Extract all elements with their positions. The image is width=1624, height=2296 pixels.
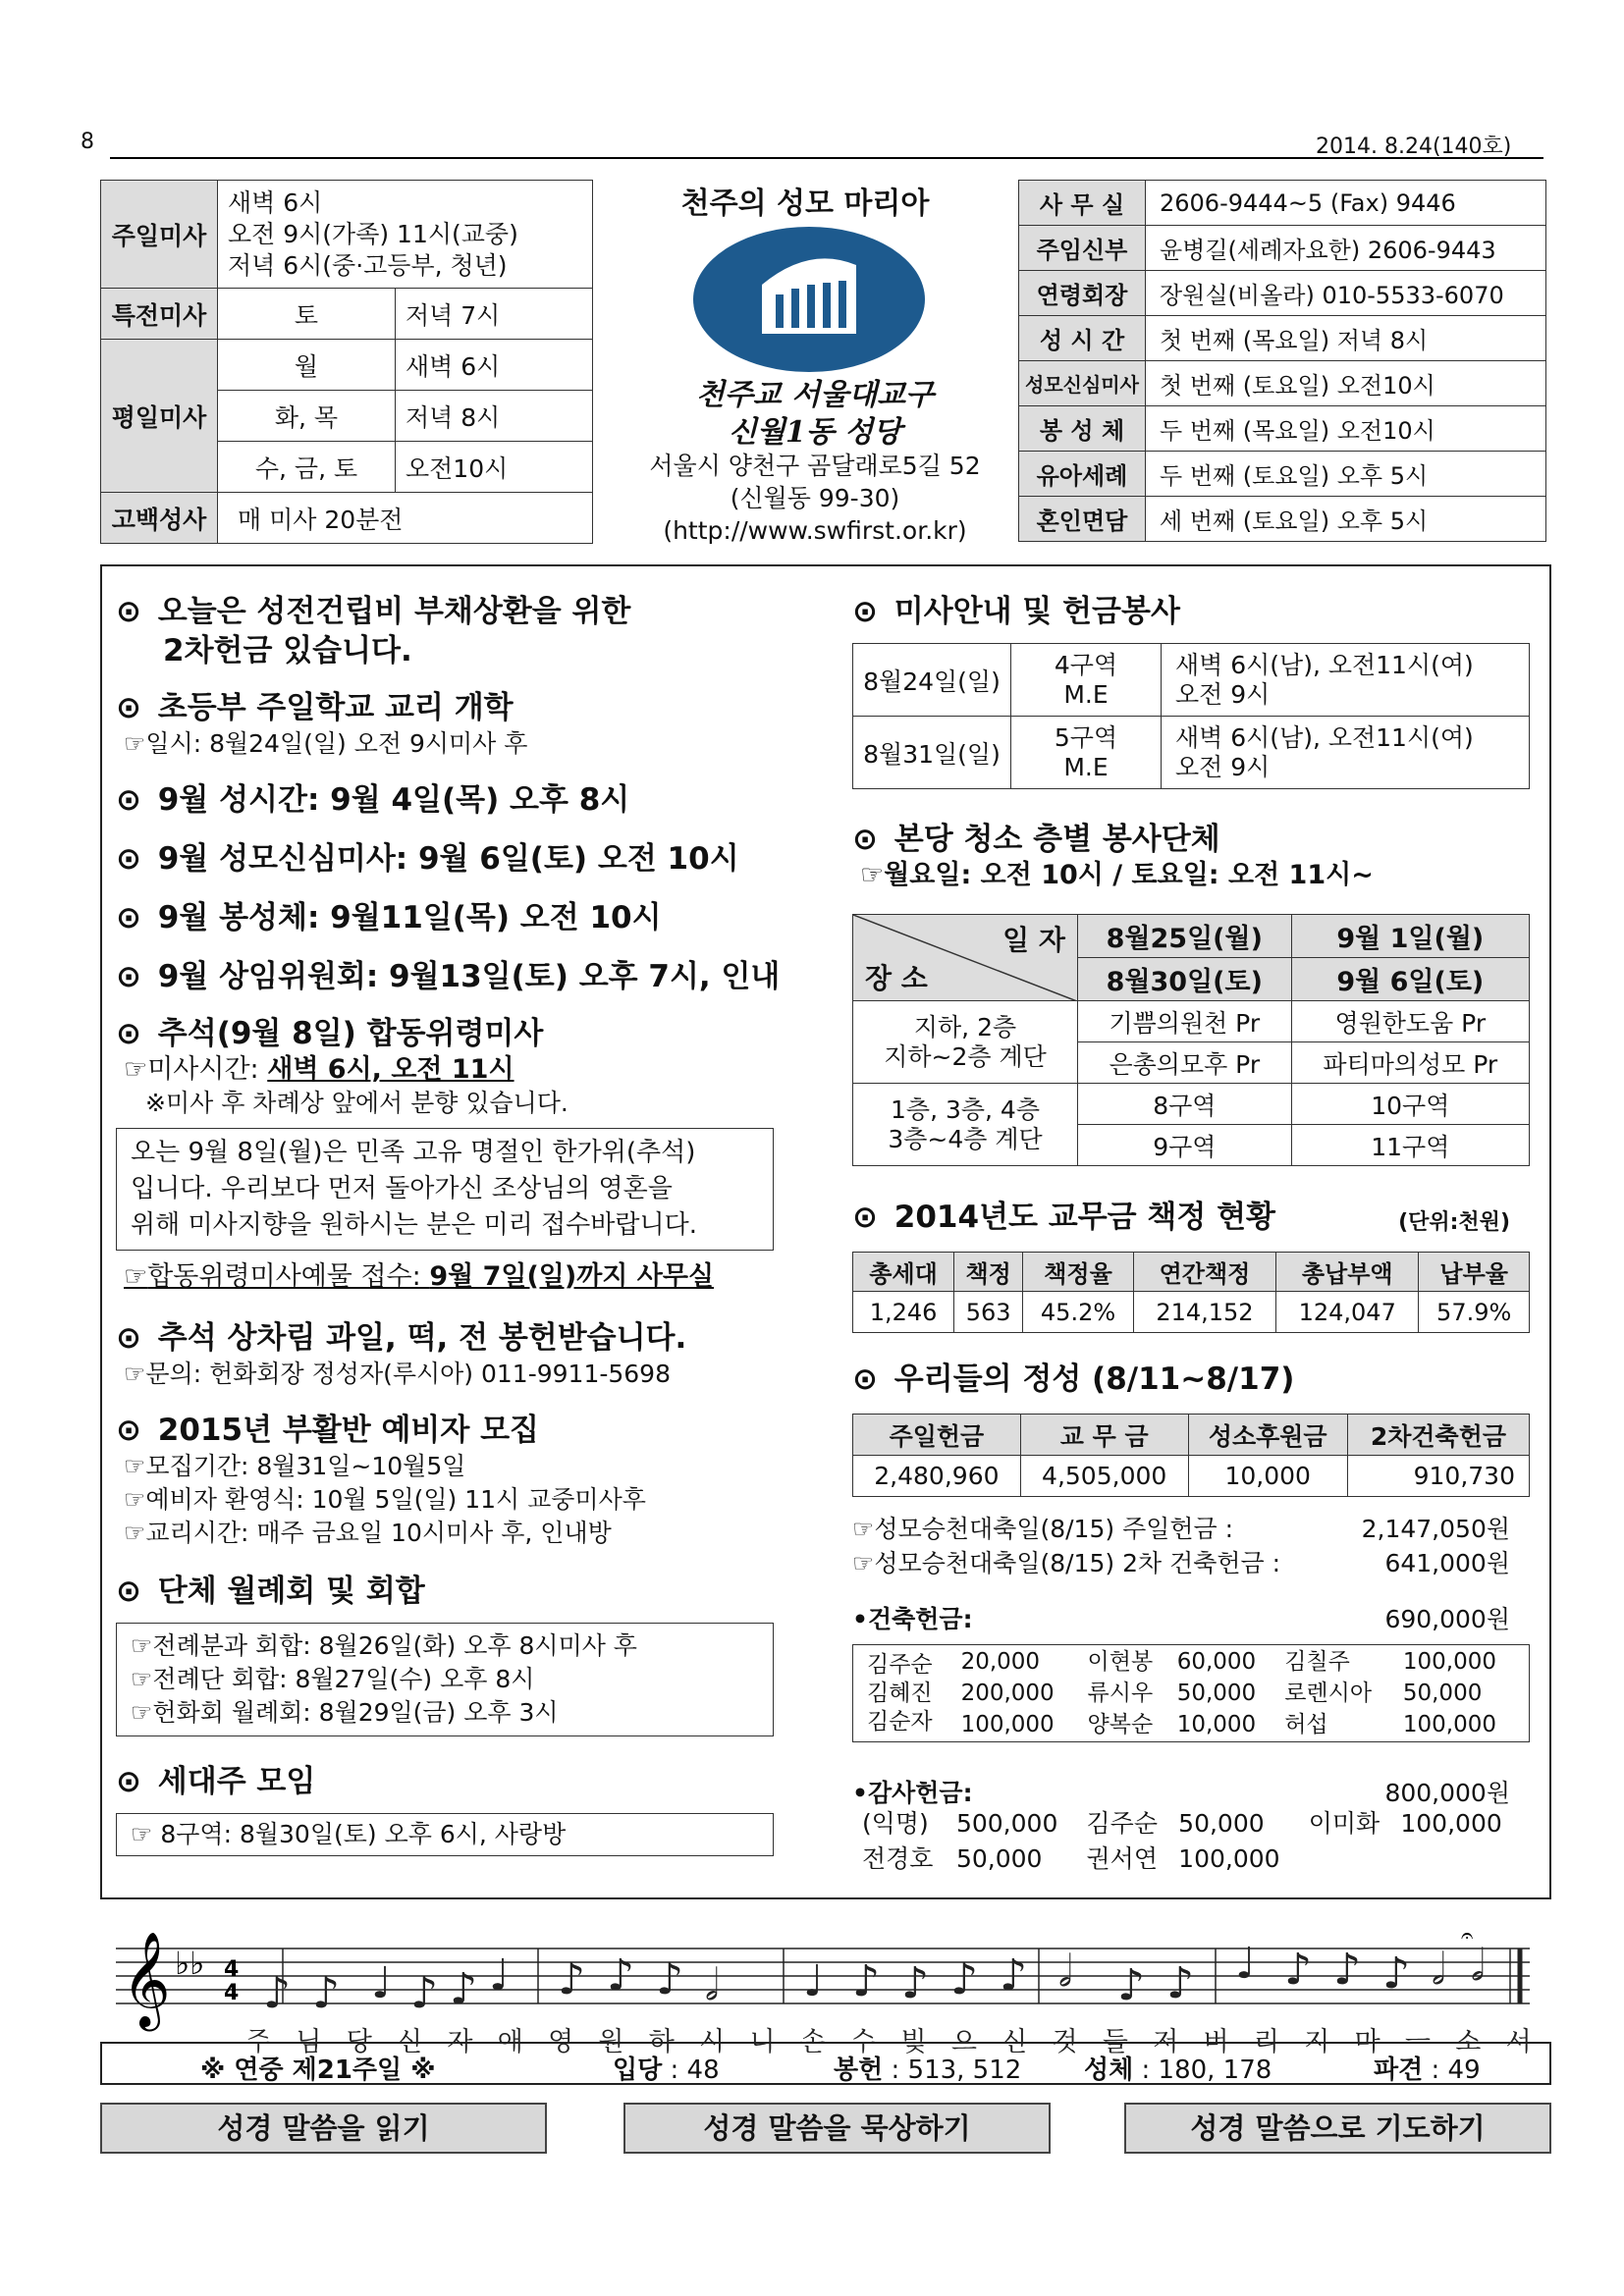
assumption-offerings: ☞성모승천대축일(8/15) 주일헌금 : 2,147,050원 ☞성모승천대축일(8/15) 2차 건축헌금 : 641,000원	[852, 1515, 1510, 1577]
cleaning-corner: 일 자 장 소	[853, 915, 1078, 1001]
chuseok-intent-box: 오는 9월 8일(월)은 민족 고유 명절인 한가위(추석) 입니다. 우리보다 먼저 돌아가신 조상님의 영혼을 위해 미사지향을 원하시는 분은 미리 접수바랍니다.	[116, 1128, 774, 1251]
pointer-icon: ☞	[131, 1698, 153, 1727]
notice-sunday-school: ⊙ 초등부 주일학교 교리 개학 ☞일시: 8월24일(일) 오전 9시미사 후	[116, 690, 528, 758]
notice-committee: ⊙ 9월 상임위원회: 9월13일(토) 오후 7시, 인내	[116, 959, 781, 994]
pray-scripture-button[interactable]: 성경 말씀으로 기도하기	[1124, 2103, 1551, 2154]
dues-heading: ⊙ 2014년도 교무금 책정 현황 (단위:천원)	[852, 1200, 1510, 1235]
bullet-icon: ⊙	[852, 822, 878, 857]
liturgical-week: ※ 연중 제21주일 ※	[200, 2056, 436, 2085]
svg-text:𝄐: 𝄐	[1461, 1924, 1474, 1949]
hymn-numbers-bar	[100, 2042, 1551, 2085]
building-fund-label: •건축헌금: 690,000원	[852, 1605, 1510, 1633]
weekday-day: 수, 금, 토	[218, 442, 396, 493]
dues-table: 총세대 책정 책정율 연간책정 총납부액 납부율 1,246 563 45.2% 214,152 124,047 57.9%	[852, 1252, 1530, 1333]
svg-text:♭♭: ♭♭	[175, 1945, 205, 1982]
svg-text:♪: ♪	[1117, 1960, 1146, 2010]
svg-text:♪: ♪	[410, 1968, 439, 2018]
svg-text:4: 4	[224, 1981, 240, 2005]
svg-text:♪: ♪	[1284, 1945, 1313, 1995]
confession-label: 고백성사	[101, 493, 218, 544]
thanks-offering-label: •감사헌금: 800,000원	[852, 1779, 1510, 1807]
church-address: 서울시 양천구 곰달래로5길 52 (신월동 99-30) (http://www.swfirst.or.kr)	[609, 450, 1021, 547]
pointer-icon: ☞	[124, 1054, 148, 1085]
pointer-icon: ☞	[852, 1515, 875, 1543]
bullet-icon: ⊙	[116, 594, 141, 629]
pointer-icon: ☞	[131, 1820, 153, 1848]
pointer-icon: ☞	[124, 1360, 146, 1388]
svg-text:♪: ♪	[312, 1968, 341, 2018]
mass-offering-table: 8월24일(일) 4구역 M.E 새벽 6시(남), 오전11시(여) 오전 9시 8월31일(일) 5구역 M.E 새벽 6시(남), 오전11시(여) 오전 9시	[852, 643, 1530, 789]
bullet-icon: ⊙	[116, 1320, 141, 1356]
entrance-hymn: 입당 : 48	[613, 2056, 720, 2085]
svg-text:♪: ♪	[1382, 1949, 1411, 1999]
bullet-icon: ⊙	[852, 1200, 878, 1235]
weekday-mass-label: 평일미사	[101, 340, 218, 493]
song-lyrics: 주 님 당 신 자 애 영 원 하 시 니 손 수 빛 으 신 것 들 저 버 리 지 마 ㅡ 소 서	[245, 2027, 1532, 2057]
bullet-icon: ⊙	[852, 594, 878, 629]
notice-holy-hour: ⊙ 9월 성시간: 9월 4일(목) 오후 8시	[116, 782, 630, 818]
weekday-time: 저녁 8시	[396, 391, 593, 442]
thanks-donors-table: (익명) 500,000 김주순 50,000 이미화 100,000 전경호 50,000 권서연 100,000	[862, 1809, 1502, 1873]
special-mass-time: 저녁 7시	[396, 289, 593, 340]
svg-text:4: 4	[224, 1957, 240, 1982]
church-logo-icon	[691, 226, 927, 373]
mass-schedule-table	[100, 180, 593, 544]
weekday-day: 월	[218, 340, 396, 391]
read-scripture-button[interactable]: 성경 말씀을 읽기	[100, 2103, 547, 2154]
sunday-mass-times: 새벽 6시 오전 9시(가족) 11시(교중) 저녁 6시(중·고등부, 청년)	[218, 181, 593, 289]
meditate-scripture-button[interactable]: 성경 말씀을 묵상하기	[623, 2103, 1051, 2154]
bullet-icon: ⊙	[116, 1413, 141, 1448]
household-meeting-box: ☞ 8구역: 8월30일(토) 오후 6시, 사랑방	[116, 1813, 774, 1856]
svg-text:♩: ♩	[489, 1950, 510, 2001]
svg-text:♪: ♪	[1000, 1950, 1028, 2001]
pointer-icon: ☞	[852, 1549, 875, 1577]
bullet-icon: ⊙	[116, 1574, 141, 1609]
bullet-icon: ⊙	[852, 1362, 878, 1397]
pointer-icon: ☞	[860, 860, 885, 890]
dismissal-hymn: 파견 : 49	[1374, 2056, 1481, 2085]
building-donors-table: 김주순 20,000 이현봉 60,000 김칠주 100,000 김혜진 200,000 류시우 50,000 로렌시아 50,000 김순자 100,000 양복순 10,000 허섭 100,000	[852, 1644, 1530, 1742]
church-url[interactable]: (http://www.swfirst.or.kr)	[663, 516, 967, 545]
cleaning-heading: ⊙ 본당 청소 층별 봉사단체 ☞월요일: 오전 10시 / 토요일: 오전 11시~	[852, 822, 1374, 890]
svg-text:♪: ♪	[607, 1950, 635, 2001]
notice-communion-visit: ⊙ 9월 봉성체: 9월11일(목) 오전 10시	[116, 900, 662, 935]
notice-household-meeting: ⊙ 세대주 모임 ☞ 8구역: 8월30일(토) 오후 6시, 사랑방	[116, 1762, 793, 1856]
offerings-table: 주일헌금 교 무 금 성소후원금 2차건축헌금 2,480,960 4,505,000 10,000 910,730	[852, 1414, 1530, 1497]
svg-text:♪: ♪	[656, 1954, 684, 2004]
pointer-icon: ☞	[124, 1485, 146, 1514]
offertory-hymn: 봉헌 : 513, 512	[834, 2056, 1022, 2085]
church-script-name: 천주교 서울대교구 신월1동 성당	[695, 378, 935, 450]
group-meetings-box: ☞전례분과 회합: 8월26일(화) 오후 8시미사 후 ☞전례단 회합: 8월27일(수) 오후 8시 ☞헌화회 월례회: 8월29일(금) 오후 3시	[116, 1623, 774, 1736]
svg-text:𝅗𝅥: 𝅗𝅥	[1471, 1941, 1485, 1991]
svg-text:𝅗𝅥: 𝅗𝅥	[705, 1960, 719, 2010]
svg-text:♪: ♪	[1166, 1958, 1195, 2008]
pointer-icon: ☞	[124, 1452, 146, 1480]
communion-hymn: 성체 : 180, 178	[1084, 2056, 1272, 2085]
svg-text:♩: ♩	[371, 1958, 392, 2008]
notice-chuseok-offerings: ⊙ 추석 상차림 과일, 떡, 전 봉헌받습니다. ☞문의: 헌화회장 정성자(루시아) 011-9911-5698	[116, 1320, 687, 1388]
offerings-heading: ⊙ 우리들의 정성 (8/11~8/17)	[852, 1362, 1295, 1397]
bullet-icon: ⊙	[116, 1764, 141, 1799]
bullet-icon: ⊙	[116, 841, 141, 877]
mass-offering-heading: ⊙ 미사안내 및 헌금봉사	[852, 594, 1180, 629]
svg-text:♪: ♪	[1333, 1945, 1362, 1995]
svg-text:𝄞: 𝄞	[122, 1931, 171, 2027]
cleaning-table: 일 자 장 소 8월25일(월) 9월 1일(월) 8월30일(토) 9월 6일(토) 지하, 2층 지하~2층 계단 기쁨의원천 Pr 영원한도움 Pr 은총의모후 Pr 파티마의성모 Pr 1층, 3층, 4층 3층~4층 계단 8구역 10구역 9구역 11구역	[852, 914, 1530, 1166]
office-info-table: 사 무 실 2606-9444~5 (Fax) 9446 주임신부 윤병길(세례자요한) 2606-9443 연령회장 장원실(비올라) 010-5533-6070 성 시 간 첫 번째 (목요일) 저녁 8시 성모신심미사 첫 번째 (토요일) 오전10시 봉 성 체 두 번째 (목요일) 오전10시 유아세례 두 번째 (토요일) 오후 5시 혼인면담 세 번째 (토요일) 오후 5시	[1018, 180, 1546, 542]
pointer-icon: ☞	[131, 1665, 153, 1693]
notice-catechumen: ⊙ 2015년 부활반 예비자 모집 ☞모집기간: 8월31일~10월5일 ☞예비자 환영식: 10월 5일(일) 11시 교중미사후 ☞교리시간: 매주 금요일 10시미사 후, 인내방	[116, 1413, 646, 1547]
notice-chuseok-mass: ⊙ 추석(9월 8일) 합동위령미사 ☞미사시간: 새벽 6시, 오전 11시 ※미사 후 차례상 앞에서 분향 있습니다. 오는 9월 8일(월)은 민족 고유 명절인 한가위(추석) 입니다. 우리보다 먼저 돌아가신 조상님의 영혼을 위해 미사지향을 원하시는 분은 미리 접수바랍니다. ☞합동위령미사예물 접수: 9월 7일(일)까지 사무실	[116, 1014, 793, 1294]
special-mass-label: 특전미사	[101, 289, 218, 340]
svg-text:𝅗𝅥: 𝅗𝅥	[1058, 1947, 1072, 1997]
pointer-icon: ☞	[131, 1631, 153, 1660]
sunday-mass-label: 주일미사	[101, 181, 218, 289]
svg-text:♪: ♪	[450, 1964, 478, 2014]
weekday-time: 오전10시	[396, 442, 593, 493]
bullet-icon: ⊙	[116, 1016, 141, 1051]
bullet-icon: ⊙	[116, 900, 141, 935]
svg-text:♪: ♪	[950, 1954, 979, 2004]
issue-date: 2014. 8.24(140호)	[1316, 134, 1512, 159]
bullet-icon: ⊙	[116, 782, 141, 818]
church-title: 천주의 성모 마리아	[680, 187, 930, 221]
notice-group-meetings: ⊙ 단체 월례회 및 회합 ☞전례분과 회합: 8월26일(화) 오후 8시미사 후 ☞전례단 회합: 8월27일(수) 오후 8시 ☞헌화회 월례회: 8월29일(금) 오후 3시	[116, 1572, 793, 1736]
pointer-icon: ☞	[124, 729, 146, 758]
svg-text:♩: ♩	[803, 1956, 824, 2006]
svg-text:𝅗𝅥: 𝅗𝅥	[1432, 1945, 1445, 1995]
svg-text:♪: ♪	[558, 1954, 586, 2004]
header-rule	[110, 157, 1543, 159]
svg-text:♪: ♪	[263, 1968, 292, 2018]
weekday-time: 새벽 6시	[396, 340, 593, 391]
page-number: 8	[81, 130, 94, 154]
svg-text:♪: ♪	[852, 1956, 881, 2006]
pointer-icon: ☞	[124, 1261, 148, 1292]
bullet-icon: ⊙	[116, 959, 141, 994]
special-mass-day: 토	[218, 289, 396, 340]
svg-text:♪: ♪	[901, 1958, 930, 2008]
bullet-icon: ⊙	[116, 690, 141, 725]
confession-value: 매 미사 20분전	[218, 493, 593, 544]
notice-marian-mass: ⊙ 9월 성모신심미사: 9월 6일(토) 오전 10시	[116, 841, 739, 877]
weekday-day: 화, 목	[218, 391, 396, 442]
pointer-icon: ☞	[124, 1519, 146, 1547]
svg-text:♩: ♩	[1235, 1939, 1256, 1989]
notice-second-collection: ⊙ 오늘은 성전건립비 부채상환을 위한 2차헌금 있습니다.	[116, 594, 631, 668]
